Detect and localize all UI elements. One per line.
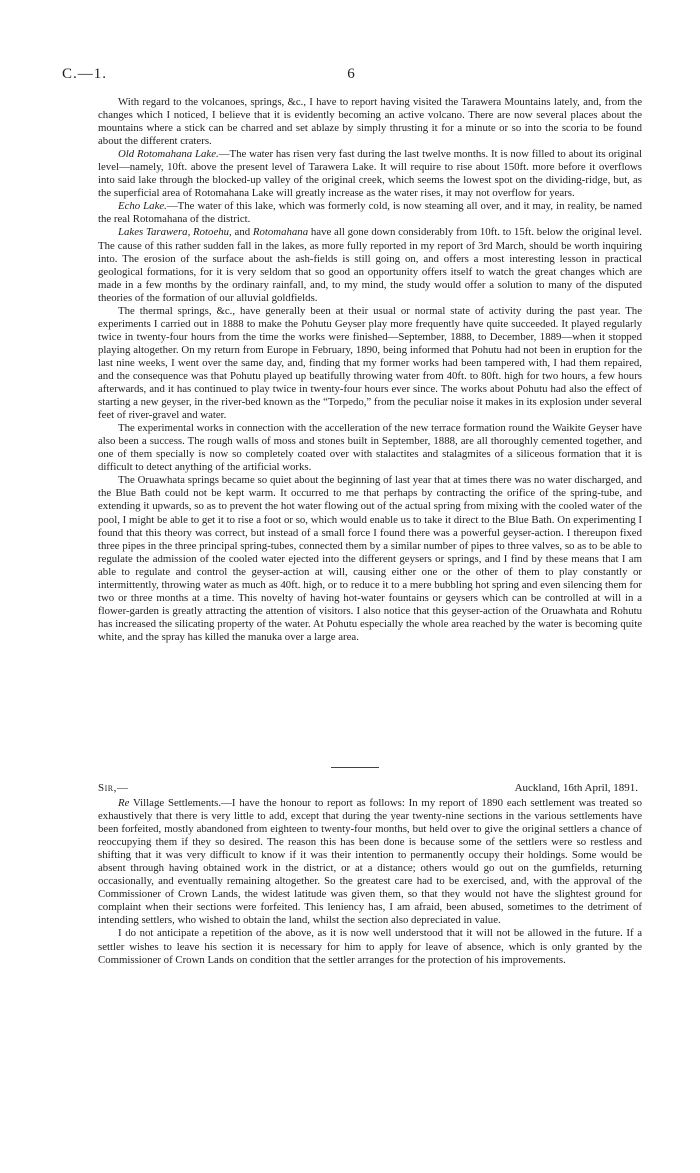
- dateline: Auckland, 16th April, 1891.: [514, 782, 638, 794]
- text-old-rotomahana: —The water has risen very fast during the last twelve months. It is now filled to about its original level—namely, 10ft. above the present level of Tarawera Lake. It will require to rise about 150ft. more before it overflows into said lake through the blocked-up valley of the original creek, which seems the lowest spot on the dividing-ridge, but, as the superficial area of Rotomahana Lake will greatly increase as the water rises, it may not overflow for years.: [98, 148, 642, 200]
- heading-lakes-b: Rotomahana: [252, 226, 309, 239]
- section-divider: [331, 767, 379, 768]
- salutation: Sir,—: [98, 782, 129, 794]
- paragraph-oruawhata: The Oruawhata springs became so quiet about the beginning of last year that at times there was no water discharged, and the Blue Bath could not be kept warm. It occurred to me that perhaps by contracting the orifice of the spring-tube, and extending it upwards, so as to prevent the hot water flowing out of the actual spring from mixing with the cooled water of the pool, I might be able to get it to rise a foot or so, which would enable us to take it direct to the Blue Bath. On experimenting I found that this theory was correct, but instead of a small force I found there was a powerful geyser-action. I thereupon fixed three pipes in the three principal spring-tubes, connected them by a similar number of pipes to three valves, so as to be able to regulate the admission of the cooled water ejected into the different geysers or springs, and I find by these means that I am able to regulate and control the geyser-action at will, causing either one or the other of them to play constantly or intermittently, throwing water as much as 40ft. high, or to reduce it to a mere bubbling hot spring and even silencing them for two or three months at a time. This novelty of having hot-water fountains or geysers which can be controlled at will in a flower-garden is greatly attracting the attention of visitors. I also notice that this geyser-action of the Oruawhata and Rohutu has increased the silicating property of the water. At Pohutu especially the whole area reached by the water is becoming quite white, and the spray has killed the manuka over a large area.: [98, 474, 642, 643]
- paragraph-waikite: The experimental works in connection with the accelleration of the new terrace formation round the Waikite Geyser have also been a success. The rough walls of moss and stones built in September, 1888, are all thoroughly cemented together, and one of them specially is now so completely coated over with stalactites and stalagmites of a siliceous formation that it is difficult to detect anything of the artificial works.: [98, 422, 642, 474]
- letter-section: [98, 782, 642, 967]
- paragraph-old-rotomahana: [98, 148, 642, 200]
- paragraph-volcanoes: With regard to the volcanoes, springs, &c., I have to report having visited the Tarawera Mountains lately, and, from the changes which I noticed, I believe that it is evidently becoming an active volcano. There are now several places about the mountains where a stick can be charred and set ablaze by simply thrusting it for a minute or so into the scoria to be found about the different craters.: [98, 96, 642, 148]
- salutation-line: [98, 782, 642, 797]
- heading-lakes-and: and: [231, 226, 253, 239]
- heading-echo-lake: Echo Lake.: [118, 200, 167, 213]
- heading-lakes-a: Lakes Tarawera, Rotoehu,: [118, 226, 232, 239]
- page-header: [62, 66, 640, 86]
- re-prefix: Re: [118, 797, 130, 809]
- paragraph-thermal-springs: The thermal springs, &c., have generally been at their usual or normal state of activity during the past year. The experiments I carried out in 1888 to make the Pohutu Geyser play more frequently have quite succeeded. It played regularly twice in twenty-four hours from the time the works were finished—September, 1888, to December, 1889—when it stopped playing altogether. On my return from Europe in February, 1890, being informed that Pohutu had not been in eruption for the last nine weeks, I went over the same day, and, finding that my former works had been tampered with, I had them repaired, and the consequence was that Pohutu played up beatifully throwing water from 40ft. to 80ft. high for two hours, a few hours afterwards, and it has continued to play twice in twenty-four hours ever since. The works about Pohutu had also the effect of starting a new geyser, in the river-bed known as the “Torpedo,” from the peculiar noise it makes in its explosion under several feet of river-gravel and water.: [98, 304, 642, 422]
- paragraph-village-settlements: [98, 797, 642, 927]
- paragraph-echo-lake: [98, 200, 642, 226]
- text-lakes: have all gone down considerably from 10ft. to 15ft. below the original level. The cause of this rather sudden fall in the lakes, as more fully reported in my report of 3rd March, should be worth inquiring into. The erosion of the surface about the ash-fields is still going on, and offers a most interesting lesson in practical geological formations, for it is very seldom that so good an opportunity offers itself to watch the great changes which are made in a few months by the ordinary rainfall, and, to my mind, the study would offer a solution to many of the disputed theories of the formation of our alluvial goldfields.: [98, 226, 642, 304]
- page-number: 6: [347, 66, 355, 82]
- paragraph-lakes: [98, 226, 642, 304]
- text-village-settlements: Village Settlements.—I have the honour to report as follows: In my report of 1890 each settlement was treated so exhaustively that there is very little to add, except that during the year twenty-nine sections in the various settlements have been forfeited, mostly abandoned from eighteen to twenty-four months, but held over to give the original settlers a chance of reoccupying them if they so desired. The reason this has been done is because some of the settlers were so restless and shifting that it was very difficult to know if it was their intention to permanently occupy their holdings. Some would be absent through having obtained work in the district, or at a distance; others would go out on the gumfields, returning occasionally, and eventually remaining altogether. So the greatest care had to be exercised, and, with the approval of the Commissioner of Crown Lands, the widest latitude was given them, so that they would not have the slightest ground for complaint when their sections were forfeited. This leniency has, I am afraid, been abused, sometimes to the detriment of intending settlers, who wished to obtain the land, whilst the section also depreciated in value.: [98, 797, 642, 927]
- text-echo-lake: —The water of this lake, which was formerly cold, is now steaming all over, and it may, in reality, be named the real Rotomahana of the district.: [98, 200, 642, 226]
- paragraph-leave-of-absence: I do not anticipate a repetition of the above, as it is now well understood that it will not be allowed in the future. If a settler wishes to leave his section it is necessary for him to apply for leave of absence, which is only granted by the Commissioner of Crown Lands on condition that the settler arranges for the protection of his improvements.: [98, 927, 642, 966]
- report-body: [98, 96, 642, 644]
- heading-old-rotomahana: Old Rotomahana Lake.: [118, 148, 219, 161]
- paper-reference: C.—1.: [62, 66, 108, 82]
